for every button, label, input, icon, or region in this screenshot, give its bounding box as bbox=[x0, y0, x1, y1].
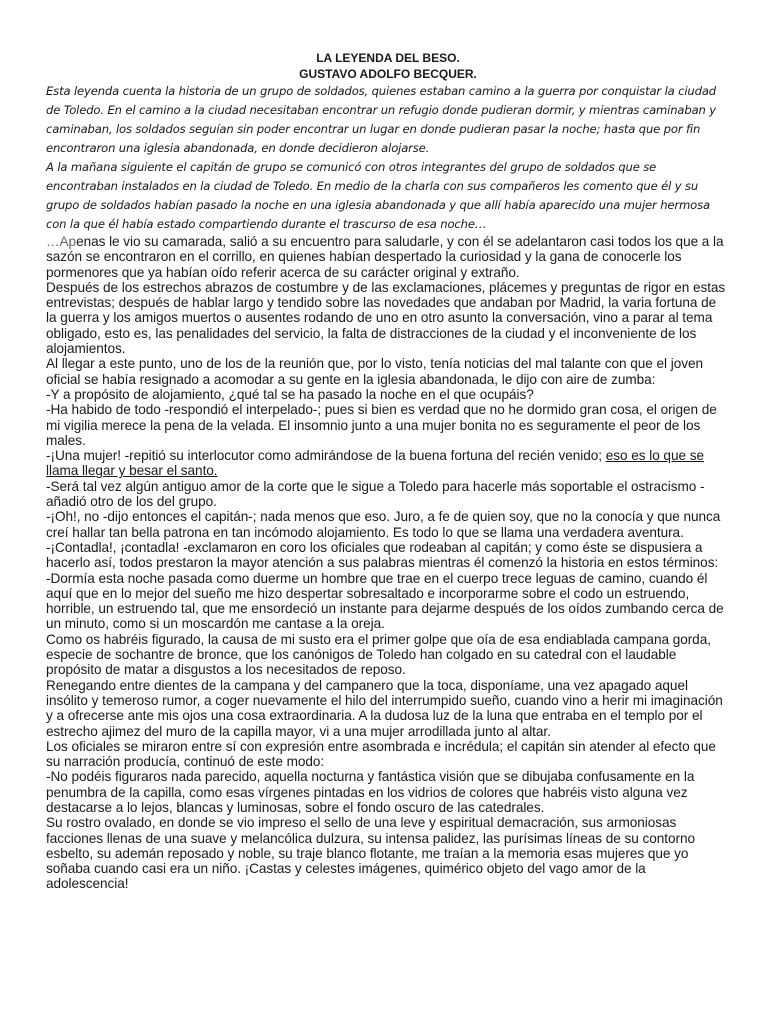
paragraph-text: enas le vio su camarada, salió a su encuentro para saludarle, y con él se adelantaron casi todos los que a la sazón se encontraron en el corrillo, en quienes habían despertado la curiosidad y la gana de conocerle los pormenores que ya habían oído referir acerca de su carácter original y extraño. bbox=[46, 234, 724, 280]
paragraph-lead: …Ap bbox=[46, 234, 77, 249]
dialogue-line: -¡Oh!, no -dijo entonces el capitán-; nada menos que eso. Juro, a fe de quien soy, que no la conocía y que nunca creí hallar tan bella patrona en tan incómodo alojamiento. Es todo lo que se llama una verdadera aventura. bbox=[46, 509, 721, 540]
dialogue-line: -Dormía esta noche pasada como duerme un hombre que trae en el cuerpo trece leguas de camino, cuando él aquí que en lo mejor del sueño me hizo despertar sobresaltado e incorporarme sobre el codo un estruendo, horrible, un estruendo tal, que me ensordeció un instante para dejarme después de los oídos zumbando cerca de un minuto, como si un moscardón me cantase a la oreja. bbox=[46, 570, 724, 632]
story-paragraph: Su rostro ovalado, en donde se vio impreso el sello de una leve y espiritual demacración, sus armoniosas facciones llenas de una suave y melancólica dulzura, su intensa palidez, las purísimas líneas de su contorno esbelto, su ademán reposado y noble, su traje blanco flotante, me traían a la memoria esas mujeres que yo soñaba cuando casi era un niño. ¡Castas y celestes imágenes, quimérico objeto del vago amor de la adolescencia! bbox=[46, 815, 695, 892]
document-author: GUSTAVO ADOLFO BECQUER. bbox=[299, 67, 477, 81]
dialogue-line: -Ha habido de todo -respondió el interpelado-; pues si bien es verdad que no he dormido gran cosa, el origen de mi vigilia merece la pena de la velada. El insomnio junto a una mujer bonita no es seguramente el peor de los males. bbox=[46, 402, 717, 448]
document-title: LA LEYENDA DEL BESO. bbox=[316, 51, 460, 65]
intro-paragraph: Esta leyenda cuenta la historia de un grupo de soldados, quienes estaban camino a la guerra por conquistar la ciudad de Toledo. En el camino a la ciudad necesitaban encontrar un refugio donde pudieran dormir, y mientras caminaban y caminaban, los soldados seguían sin poder encontrar un lugar en donde pudieran pasar la noche; hasta que por fin encontraron una iglesia abandonada, en donde decidieron alojarse. bbox=[46, 84, 716, 155]
dialogue-line: -Y a propósito de alojamiento, ¿qué tal se ha pasado la noche en el que ocupáis? bbox=[46, 386, 534, 402]
story-paragraph: Los oficiales se miraron entre sí con expresión entre asombrada e incrédula; el capitán sin atender al efecto que su narración producía, continuó de este modo: bbox=[46, 738, 716, 770]
story-paragraph: Al llegar a este punto, uno de los de la reunión que, por lo visto, tenía noticias del mal talante con que el joven oficial se había resignado a acomodar a su gente en la iglesia abandonada, le dijo con aire de zumba: bbox=[46, 356, 703, 387]
story-paragraph: Después de los estrechos abrazos de costumbre y de las exclamaciones, plácemes y preguntas de rigor en estas entrevistas; después de hablar largo y tendido sobre las novedades que andaban por Madrid, la varia fortuna de la guerra y los amigos muertos o ausentes rodando de uno en otro asunto la conversación, vino a parar al tema obligado, esto es, las penalidades del servicio, la falta de distracciones de la ciudad y el inconveniente de los alojamientos. bbox=[46, 279, 726, 357]
story-paragraph bbox=[46, 234, 730, 280]
story-paragraph: Como os habréis figurado, la causa de mi susto era el primer golpe que oía de esa endiablada campana gorda, especie de sochantre de bronce, que los canónigos de Toledo han colgado en su catedral con el laudable propósito de matar a disgustos a los necesitados de reposo. bbox=[46, 631, 711, 678]
dialogue-line bbox=[46, 448, 730, 479]
dialogue-line: -No podéis figuraros nada parecido, aquella nocturna y fantástica visión que se dibujaba confusamente en la penumbra de la capilla, como esas vírgenes pintadas en los vidrios de colores que habréis visto alguna vez destacarse a lo lejos, blancas y luminosas, sobre el fondo oscuro de las catedrales. bbox=[46, 769, 695, 815]
dialogue-line: -¡Contadla!, ¡contadla! -exclamaron en coro los oficiales que rodeaban al capitán; y como éste se dispusiera a hacerlo así, todos prestaron la mayor atención a sus palabras mientras él comenzó la historia en estos términos: bbox=[46, 539, 719, 571]
underlined-phrase: eso es lo que se llama llegar y besar el santo. bbox=[46, 448, 704, 479]
dialogue-line: -Será tal vez algún antiguo amor de la corte que le sigue a Toledo para hacerle más soportable el ostracismo -añadió otro de los del grupo. bbox=[46, 478, 705, 510]
paragraph-text: -¡Una mujer! -repitió su interlocutor como admirándose de la buena fortuna del recién venido; bbox=[46, 448, 606, 464]
story-paragraph: Renegando entre dientes de la campana y del campanero que la toca, disponíame, una vez apagado aquel insólito y temeroso rumor, a coger nuevamente el hilo del interrumpido sueño, cuando vino a herir mi imaginación y a ofrecerse ante mis ojos una cosa extraordinaria. A la dudosa luz de la luna que entraba en el templo por el estrecho ajimez del muro de la capilla mayor, vi a una mujer arrodillada junto al altar. bbox=[46, 677, 723, 739]
intro-paragraph: A la mañana siguiente el capitán de grupo se comunicó con otros integrantes del grupo de soldados que se encontraban instalados en la ciudad de Toledo. En medio de la charla con sus compañeros les comento que él y su grupo de soldados habían pasado la noche en una iglesia abandonada y que allí había aparecido una mujer hermosa con la que él había estado compartiendo durante el trascurso de esa noche… bbox=[46, 160, 710, 231]
